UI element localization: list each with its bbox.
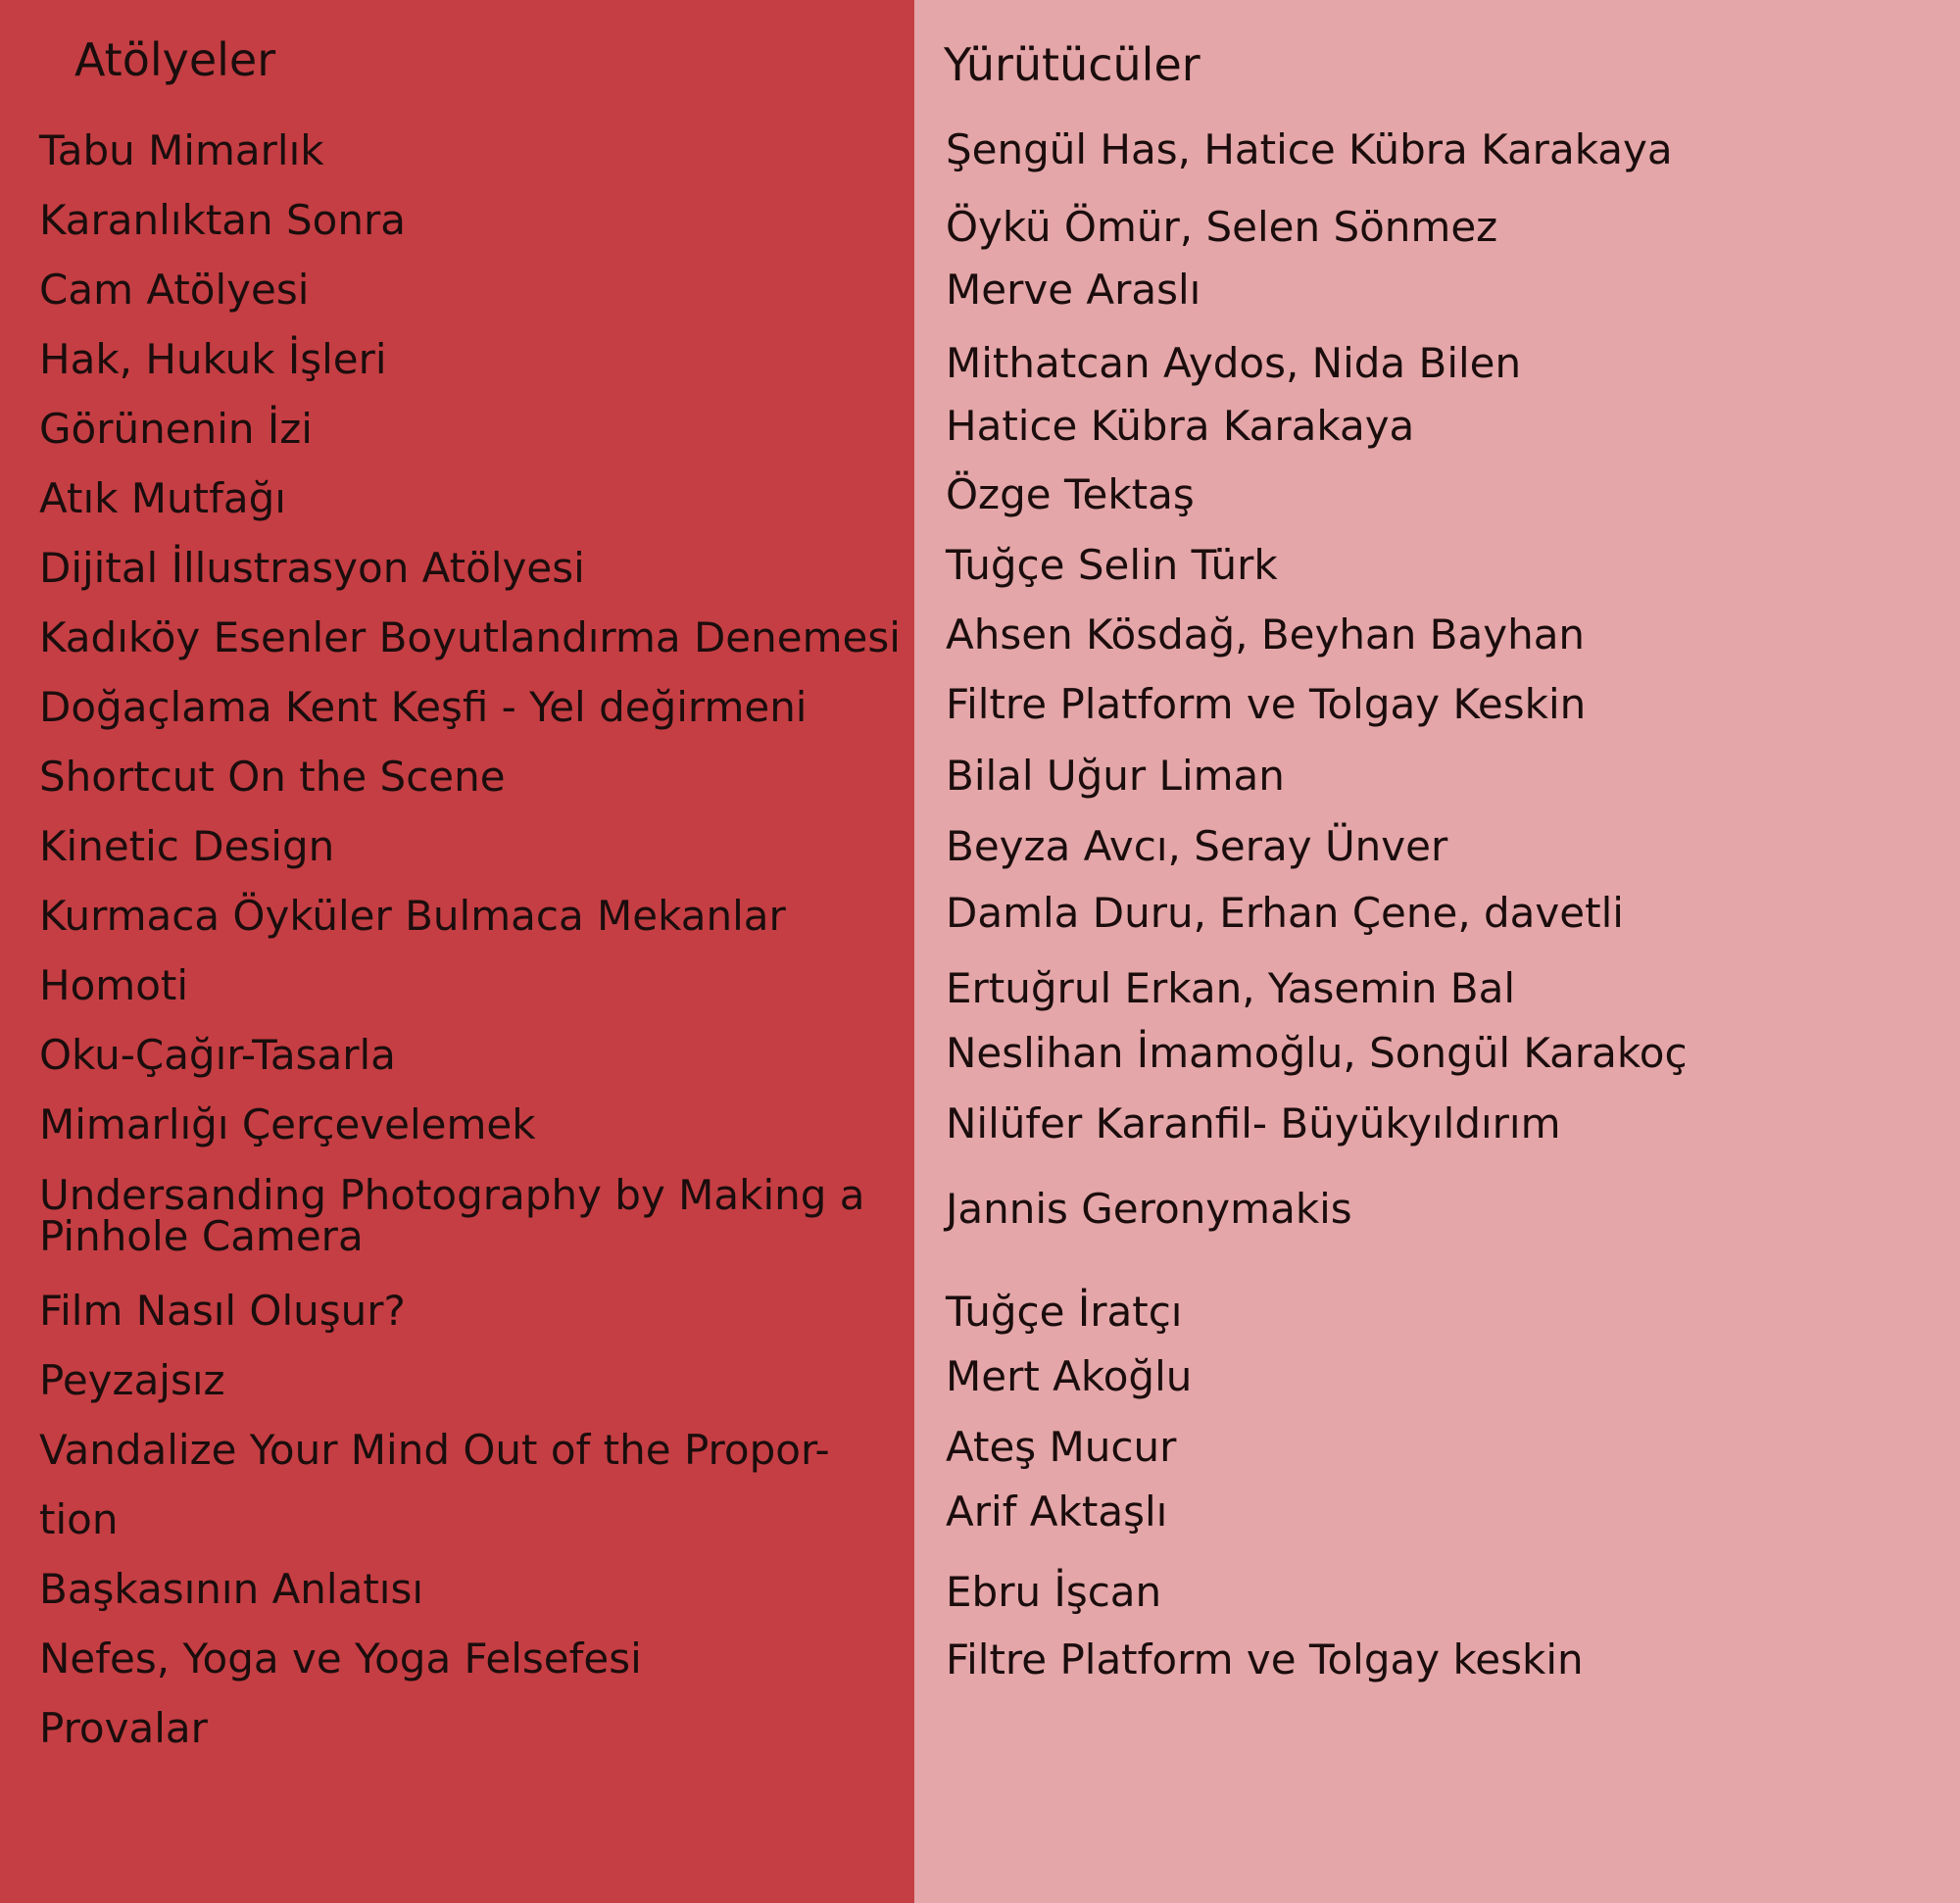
workshop-item: Undersanding Photography by Making a Pinhole Camera [39,1171,865,1260]
facilitator-item: Filtre Platform ve Tolgay Keskin [946,680,1587,728]
facilitator-item: Ertuğrul Erkan, Yasemin Bal [946,964,1516,1012]
workshop-item: Başkasının Anlatısı [39,1565,424,1613]
workshop-item: Doğaçlama Kent Keşfi - Yel değirmeni [39,683,808,731]
facilitator-item: Nilüfer Karanfil- Büyükyıldırım [946,1099,1561,1147]
facilitator-item: Şengül Has, Hatice Kübra Karakaya [946,125,1673,173]
workshop-item: Atık Mutfağı [39,474,286,522]
facilitator-item: Merve Araslı [946,266,1201,314]
workshop-item: Homoti [39,961,189,1009]
workshop-item: Provalar [39,1704,208,1752]
facilitator-item: Tuğçe İratçı [946,1288,1183,1336]
workshop-item: Görünenin İzi [39,405,313,453]
workshop-item: Kinetic Design [39,822,335,870]
facilitator-item: Damla Duru, Erhan Çene, davetli [946,889,1624,937]
workshops-heading: Atölyeler [74,33,276,86]
workshop-item: Hak, Hukuk İşleri [39,335,387,383]
facilitator-item: Ateş Mucur [946,1423,1177,1471]
facilitator-item: Ebru İşcan [946,1568,1162,1616]
workshop-item: Peyzajsız [39,1356,225,1404]
facilitator-item: Neslihan İmamoğlu, Songül Karakoç [946,1029,1688,1077]
workshop-item: Film Nasıl Oluşur? [39,1287,406,1335]
workshop-item: Karanlıktan Sonra [39,196,406,244]
facilitators-heading: Yürütücüler [944,38,1200,91]
workshop-item: Kadıköy Esenler Boyutlandırma Denemesi [39,613,901,661]
workshop-item: Vandalize Your Mind Out of the Propor- [39,1426,830,1474]
workshop-item: Shortcut On the Scene [39,753,506,801]
facilitator-item: Özge Tektaş [946,470,1195,518]
workshop-item: Nefes, Yoga ve Yoga Felsefesi [39,1635,642,1683]
facilitator-item: Filtre Platform ve Tolgay keskin [946,1635,1584,1683]
workshop-item: Cam Atölyesi [39,266,310,314]
workshop-item: Tabu Mimarlık [39,126,324,174]
facilitator-item: Mert Akoğlu [946,1352,1193,1400]
facilitator-item: Jannis Geronymakis [946,1185,1352,1233]
workshop-item: Mimarlığı Çerçevelemek [39,1100,536,1148]
facilitator-item: Tuğçe Selin Türk [946,541,1278,589]
workshop-item: Oku-Çağır-Tasarla [39,1031,396,1079]
facilitator-item: Arif Aktaşlı [946,1488,1168,1536]
facilitator-item: Bilal Uğur Liman [946,752,1285,800]
workshop-item: tion [39,1495,119,1543]
facilitator-item: Beyza Avcı, Seray Ünver [946,822,1448,870]
facilitator-item: Mithatcan Aydos, Nida Bilen [946,339,1522,387]
facilitator-item: Ahsen Kösdağ, Beyhan Bayhan [946,610,1586,659]
facilitator-item: Öykü Ömür, Selen Sönmez [946,203,1498,251]
workshop-item: Dijital İllustrasyon Atölyesi [39,544,585,592]
workshop-item: Kurmaca Öyküler Bulmaca Mekanlar [39,892,786,940]
facilitator-item: Hatice Kübra Karakaya [946,402,1415,450]
